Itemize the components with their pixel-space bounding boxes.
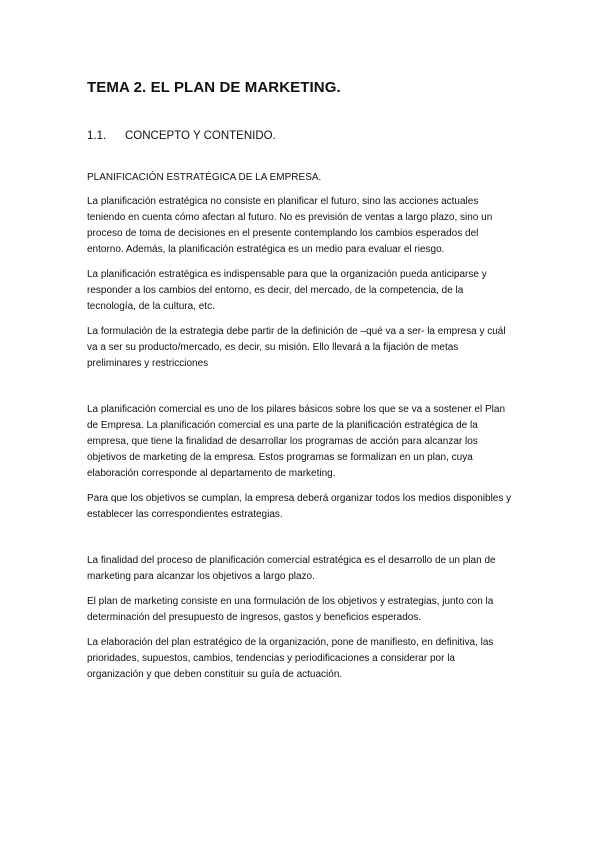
section-number: 1.1.	[87, 130, 107, 142]
subheading: PLANIFICACIÓN ESTRATÉGICA DE LA EMPRESA.	[87, 172, 322, 183]
section-title: CONCEPTO Y CONTENIDO.	[125, 130, 276, 142]
section-heading	[87, 128, 512, 144]
paragraph-4: La planificación comercial es uno de los pilares básicos sobre los que se va a sostener el Plan de Empresa. La planificación comercial es una parte de la planificación estratégica de la empresa, que tiene la finalidad de desarrollar los programas de acción para alcanzar los objetivos de marketing de la empresa. Estos programas se formalizan en un plan, cuya elaboración corresponde al departamento de marketing.	[87, 404, 506, 479]
paragraph-3: La formulación de la estrategia debe partir de la definición de –qué va a ser- la empresa y cuál va a ser su producto/mercado, es decir, su misión. Ello llevará a la fijación de metas preliminares y restricciones	[87, 326, 506, 369]
paragraph-8: La elaboración del plan estratégico de la organización, pone de manifiesto, en definitiva, las prioridades, supuestos, cambios, tendencias y periodificaciones a considerar por la organización y que deben constituir su guía de actuación.	[87, 637, 494, 680]
paragraph-2: La planificación estratégica es indispensable para que la organización pueda anticiparse y responder a los cambios del entorno, es decir, del mercado, de la competencia, de la tecnología, de la cultura, etc.	[87, 269, 487, 312]
paragraph-7: El plan de marketing consiste en una formulación de los objetivos y estrategias, junto con la determinación del presupuesto de ingresos, gastos y beneficios esperados.	[87, 596, 494, 623]
paragraph-5: Para que los objetivos se cumplan, la empresa deberá organizar todos los medios disponibles y establecer las correspondientes estrategias.	[87, 493, 512, 520]
document-title: TEMA 2. EL PLAN DE MARKETING.	[87, 79, 341, 96]
paragraph-1: La planificación estratégica no consiste en planificar el futuro, sino las acciones actuales teniendo en cuenta cómo afectan al futuro. No es previsión de ventas a largo plazo, sino un proceso de toma de decisiones en el presente contemplando los cambios esperados del entorno. Además, la planificación estratégica es un medio para evaluar el riesgo.	[87, 196, 493, 255]
paragraph-6: La finalidad del proceso de planificación comercial estratégica es el desarrollo de un plan de marketing para alcanzar los objetivos a largo plazo.	[87, 555, 496, 582]
document-content	[87, 78, 512, 683]
